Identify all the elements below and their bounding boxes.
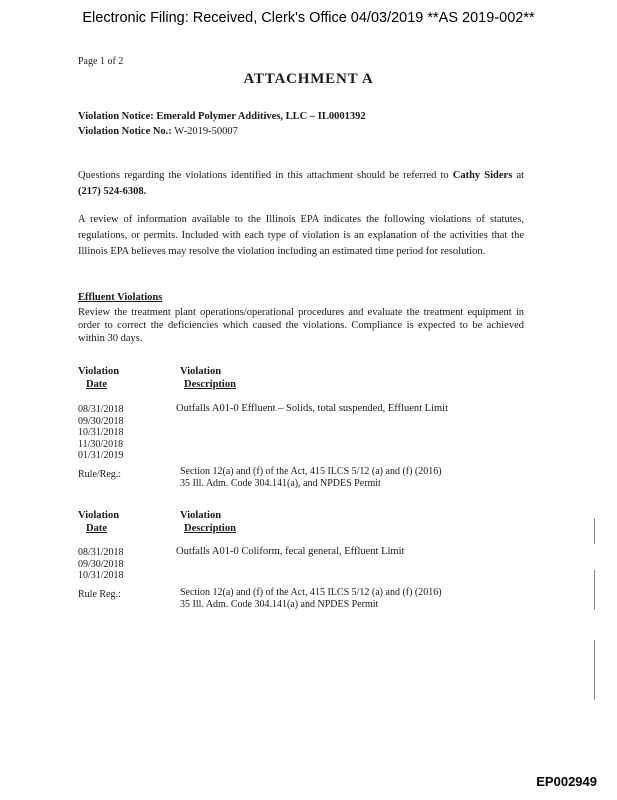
scan-artifact xyxy=(594,640,595,700)
rule-reg-line: 35 Ill. Adm. Code 304.141(a) and NPDES Permit xyxy=(180,599,379,610)
bates-number: EP002949 xyxy=(536,774,597,789)
violation-notice-label: Violation Notice: xyxy=(78,111,154,122)
page-number: Page 1 of 2 xyxy=(78,56,124,67)
rule-reg-line: Section 12(a) and (f) of the Act, 415 ILCS 5/12 (a) and (f) (2016) xyxy=(180,587,442,598)
contact-text: Questions regarding the violations identified in this attachment should be referred to xyxy=(78,170,449,181)
rule-reg-line: 35 Ill. Adm. Code 304.141(a), and NPDES Permit xyxy=(180,478,381,489)
violation-label: Violation xyxy=(180,366,222,377)
page-title: ATTACHMENT A xyxy=(243,71,374,87)
violation-date: 09/30/2018 xyxy=(78,415,124,427)
section-heading: Effluent Violations xyxy=(78,292,163,303)
violation-description-header xyxy=(180,365,236,391)
violation-date: 08/31/2018 xyxy=(78,404,124,415)
filing-stamp: Electronic Filing: Received, Clerk's Office 04/03/2019 **AS 2019-002** xyxy=(82,10,535,26)
scan-artifact xyxy=(594,518,595,544)
violation-date-header xyxy=(78,509,119,535)
violation-notice-line xyxy=(78,111,366,122)
violation-date: 11/30/2018 xyxy=(78,438,124,450)
section-description: Review the treatment plant operations/operational procedures and evaluate the treatment equipment in order to correct the deficiencies which caused the violations. Compliance is expected to be achieved within 30 days. xyxy=(78,307,524,344)
date-label: Date xyxy=(86,523,107,534)
violation-date: 10/31/2018 xyxy=(78,570,124,581)
rule-reg-text xyxy=(180,466,442,490)
violation-date-list xyxy=(78,547,124,582)
contact-name: Cathy Siders xyxy=(452,170,513,181)
contact-phone-prefix: at xyxy=(516,170,525,181)
violation-notice-no-value: W-2019-50007 xyxy=(174,126,238,137)
violation-label: Violation xyxy=(78,510,120,521)
violation-date-header xyxy=(78,365,119,391)
violation-date: 01/31/2019 xyxy=(78,450,124,461)
description-label: Description xyxy=(184,523,236,534)
violation-date: 08/31/2018 xyxy=(78,547,124,558)
violation-date: 09/30/2018 xyxy=(78,558,124,570)
scan-artifact xyxy=(594,570,595,610)
contact-phone: (217) 524-6308. xyxy=(78,186,147,197)
violation-notice-no-line xyxy=(78,126,238,137)
rule-reg-label: Rule Reg.: xyxy=(78,589,121,600)
rule-reg-text xyxy=(180,587,442,611)
violation-label: Violation xyxy=(180,510,222,521)
violation-date-list xyxy=(78,404,124,462)
rule-reg-line: Section 12(a) and (f) of the Act, 415 ILCS 5/12 (a) and (f) (2016) xyxy=(180,466,442,477)
violation-notice-value: Emerald Polymer Additives, LLC – IL0001392 xyxy=(156,111,366,122)
violation-label: Violation xyxy=(78,366,120,377)
violation-description-header xyxy=(180,509,236,535)
violation-description: Outfalls A01-0 Effluent – Solids, total suspended, Effluent Limit xyxy=(176,403,449,414)
date-label: Date xyxy=(86,379,107,390)
violation-description: Outfalls A01-0 Coliform, fecal general, Effluent Limit xyxy=(176,546,405,557)
contact-paragraph xyxy=(78,168,524,200)
violation-date: 10/31/2018 xyxy=(78,427,124,438)
description-label: Description xyxy=(184,379,236,390)
intro-paragraph: A review of information available to the Illinois EPA indicates the following violations of statutes, regulations, or permits. Included with each type of violation is an explanation of the activities that the Illinois EPA believes may resolve the violation including an estimated time period for resolution. xyxy=(78,214,524,257)
violation-notice-no-label: Violation Notice No.: xyxy=(78,126,172,137)
rule-reg-label: Rule/Reg.: xyxy=(78,469,122,480)
